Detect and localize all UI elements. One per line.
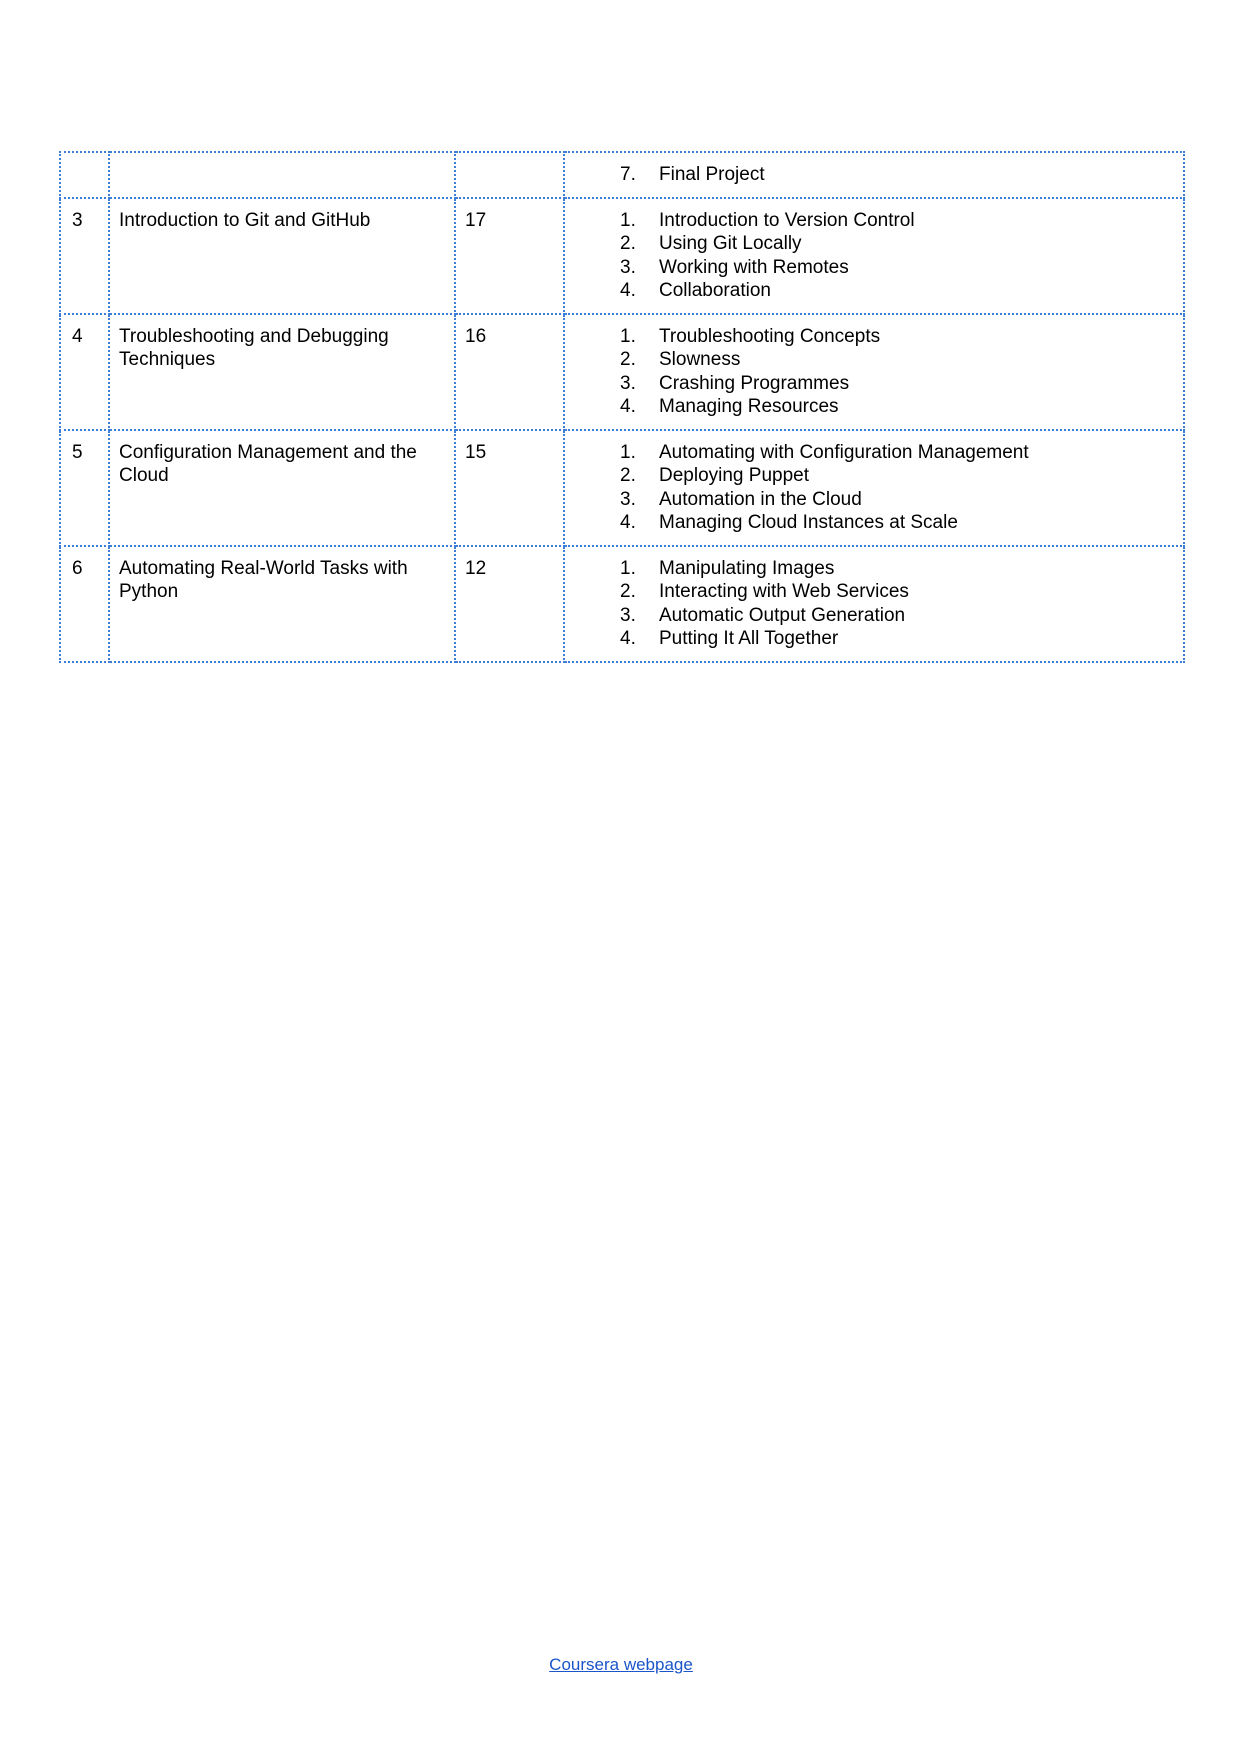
module-title: Automation in the Cloud [659,488,862,510]
module-list-item [620,209,1175,233]
module-number: 2. [620,349,636,370]
module-title: Introduction to Version Control [659,209,915,231]
module-title: Interacting with Web Services [659,581,909,602]
module-list [574,163,1175,187]
course-number-cell: 6 [60,546,109,662]
module-title: Automatic Output Generation [659,604,906,626]
module-title: Final Project [659,164,765,185]
module-list [574,441,1175,535]
footer [0,1655,1242,1675]
module-number: 2. [620,465,636,486]
module-number: 4. [620,628,636,649]
course-modules-cell [564,430,1184,546]
module-list-item [620,348,1175,372]
module-title: Putting It All Together [659,628,839,649]
module-number: 2. [620,233,636,254]
module-number: 1. [620,441,636,463]
module-list-item [620,557,1175,581]
module-number: 3. [620,372,636,394]
table-row [60,430,1184,546]
module-list-item [620,279,1175,303]
course-number-cell [60,152,109,198]
module-list-item [620,372,1175,396]
coursera-webpage-link[interactable]: Coursera webpage [549,1655,693,1674]
course-table [59,151,1185,663]
course-title-cell: Introduction to Git and GitHub [109,198,455,314]
module-list [574,557,1175,651]
course-number-cell: 5 [60,430,109,546]
module-list-item [620,441,1175,465]
course-modules-cell [564,152,1184,198]
module-list-item [620,232,1175,256]
module-list-item [620,395,1175,419]
module-title: Using Git Locally [659,233,802,254]
table-row [60,314,1184,430]
module-list-item [620,511,1175,535]
module-title: Crashing Programmes [659,372,850,394]
course-title-cell: Configuration Management and the Cloud [109,430,455,546]
module-number: 4. [620,512,636,533]
module-number: 4. [620,396,636,417]
course-hours-cell: 15 [455,430,564,546]
course-hours-cell [455,152,564,198]
module-title: Slowness [659,349,741,370]
module-title: Automating with Configuration Management [659,441,1029,463]
module-list-item [620,163,1175,187]
module-title: Collaboration [659,280,771,301]
table-row [60,546,1184,662]
course-title-cell [109,152,455,198]
module-number: 1. [620,325,636,347]
module-list-item [620,627,1175,651]
module-list-item [620,580,1175,604]
course-number-cell: 4 [60,314,109,430]
module-number: 1. [620,209,636,231]
module-list-item [620,325,1175,349]
module-number: 3. [620,604,636,626]
module-list [574,325,1175,419]
module-number: 1. [620,557,636,579]
course-hours-cell: 12 [455,546,564,662]
course-modules-cell [564,198,1184,314]
module-number: 3. [620,488,636,510]
course-hours-cell: 16 [455,314,564,430]
module-title: Deploying Puppet [659,465,809,486]
module-title: Troubleshooting Concepts [659,325,881,347]
course-number-cell: 3 [60,198,109,314]
module-list-item [620,464,1175,488]
course-title-cell: Automating Real-World Tasks with Python [109,546,455,662]
table-row [60,152,1184,198]
module-title: Working with Remotes [659,256,849,278]
module-list-item [620,488,1175,512]
course-modules-cell [564,314,1184,430]
module-number: 4. [620,280,636,301]
module-number: 2. [620,581,636,602]
module-title: Manipulating Images [659,557,835,579]
module-list-item [620,604,1175,628]
table-row [60,198,1184,314]
module-title: Managing Resources [659,396,839,417]
course-title-cell: Troubleshooting and Debugging Techniques [109,314,455,430]
course-hours-cell: 17 [455,198,564,314]
module-list [574,209,1175,303]
module-list-item [620,256,1175,280]
course-modules-cell [564,546,1184,662]
module-title: Managing Cloud Instances at Scale [659,512,958,533]
module-number: 7. [620,164,636,185]
module-number: 3. [620,256,636,278]
course-table-body [60,152,1184,662]
